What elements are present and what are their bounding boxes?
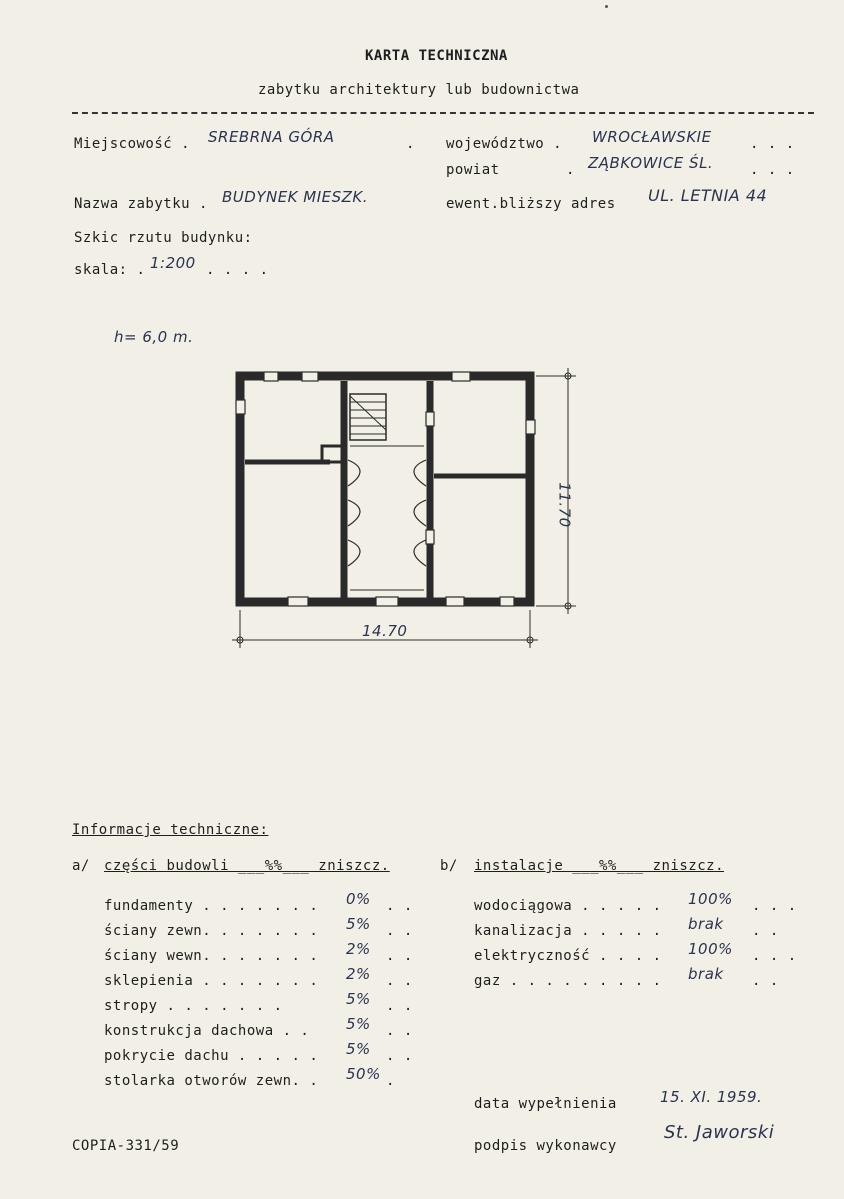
item-label: elektryczność . . . . bbox=[474, 948, 662, 964]
date-label: data wypełnienia bbox=[474, 1096, 617, 1112]
item-label: sklepienia . . . . . . . bbox=[104, 973, 319, 989]
item-value: 100% bbox=[688, 940, 733, 958]
item-value: 2% bbox=[346, 940, 371, 958]
skala-dots: . . . . bbox=[206, 262, 269, 278]
dimension-width: 14.70 bbox=[362, 622, 408, 640]
item-label: ściany wewn. . . . . . . bbox=[104, 948, 319, 964]
wojewodztwo-dots: . . . bbox=[750, 136, 795, 152]
height-note: h= 6,0 m. bbox=[114, 328, 194, 346]
section-a-header: części budowli ___%%___ zniszcz. bbox=[104, 858, 390, 874]
nazwa-value: BUDYNEK MIESZK. bbox=[222, 188, 369, 206]
wojewodztwo-label: województwo . bbox=[446, 136, 563, 152]
item-dots: . . bbox=[386, 1023, 413, 1039]
adres-value: UL. LETNIA 44 bbox=[648, 186, 768, 205]
item-dots: . . bbox=[386, 898, 413, 914]
signature: St. Jaworski bbox=[664, 1122, 775, 1143]
item-value: brak bbox=[688, 915, 724, 933]
item-dots: . . . bbox=[752, 898, 797, 914]
item-label: stropy . . . . . . . bbox=[104, 998, 283, 1014]
item-value: 5% bbox=[346, 1040, 371, 1058]
item-dots: . . bbox=[752, 923, 779, 939]
date-value: 15. XI. 1959. bbox=[660, 1088, 763, 1106]
item-label: kanalizacja . . . . . bbox=[474, 923, 662, 939]
powiat-value: ZĄBKOWICE ŚL. bbox=[588, 154, 714, 172]
powiat-lead-dot: . bbox=[566, 162, 575, 178]
item-value: 5% bbox=[346, 915, 371, 933]
signature-label: podpis wykonawcy bbox=[474, 1138, 617, 1154]
section-b-prefix: b/ bbox=[440, 858, 458, 874]
item-dots: . . bbox=[386, 973, 413, 989]
item-label: ściany zewn. . . . . . . bbox=[104, 923, 319, 939]
skala-label: skala: . bbox=[74, 262, 146, 278]
item-dots: . . bbox=[386, 1048, 413, 1064]
page-subtitle: zabytku architektury lub budownictwa bbox=[258, 82, 580, 98]
item-label: konstrukcja dachowa . . bbox=[104, 1023, 310, 1039]
item-dots: . bbox=[386, 1073, 395, 1089]
item-dots: . . bbox=[752, 973, 779, 989]
skala-value: 1:200 bbox=[150, 254, 196, 272]
item-label: pokrycie dachu . . . . . bbox=[104, 1048, 319, 1064]
miejscowosc-dots: . bbox=[406, 136, 415, 152]
item-label: fundamenty . . . . . . . bbox=[104, 898, 319, 914]
item-dots: . . . bbox=[752, 948, 797, 964]
copy-code: COPIA-331/59 bbox=[72, 1138, 180, 1154]
szkic-label: Szkic rzutu budynku: bbox=[74, 230, 253, 246]
powiat-dots: . . . bbox=[750, 162, 795, 178]
item-label: wodociągowa . . . . . bbox=[474, 898, 662, 914]
item-dots: . . bbox=[386, 948, 413, 964]
item-dots: . . bbox=[386, 998, 413, 1014]
item-value: brak bbox=[688, 965, 724, 983]
item-value: 5% bbox=[346, 990, 371, 1008]
technical-heading: Informacje techniczne: bbox=[72, 822, 269, 838]
item-value: 5% bbox=[346, 1015, 371, 1033]
item-label: stolarka otworów zewn. . bbox=[104, 1073, 319, 1089]
section-a-prefix: a/ bbox=[72, 858, 90, 874]
nazwa-label: Nazwa zabytku . bbox=[74, 196, 208, 212]
item-value: 50% bbox=[346, 1065, 381, 1083]
page-title: KARTA TECHNICZNA bbox=[365, 48, 508, 64]
item-dots: . . bbox=[386, 923, 413, 939]
section-b-header: instalacje ___%%___ zniszcz. bbox=[474, 858, 725, 874]
adres-label: ewent.bliższy adres bbox=[446, 196, 616, 212]
item-label: gaz . . . . . . . . . bbox=[474, 973, 662, 989]
dimension-depth: 11.70 bbox=[555, 482, 574, 528]
miejscowosc-value: SREBRNA GÓRA bbox=[208, 128, 335, 146]
item-value: 100% bbox=[688, 890, 733, 908]
miejscowosc-label: Miejscowość . bbox=[74, 136, 191, 152]
item-value: 0% bbox=[346, 890, 371, 908]
item-value: 2% bbox=[346, 965, 371, 983]
powiat-label: powiat bbox=[446, 162, 500, 178]
wojewodztwo-value: WROCŁAWSKIE bbox=[592, 128, 712, 146]
